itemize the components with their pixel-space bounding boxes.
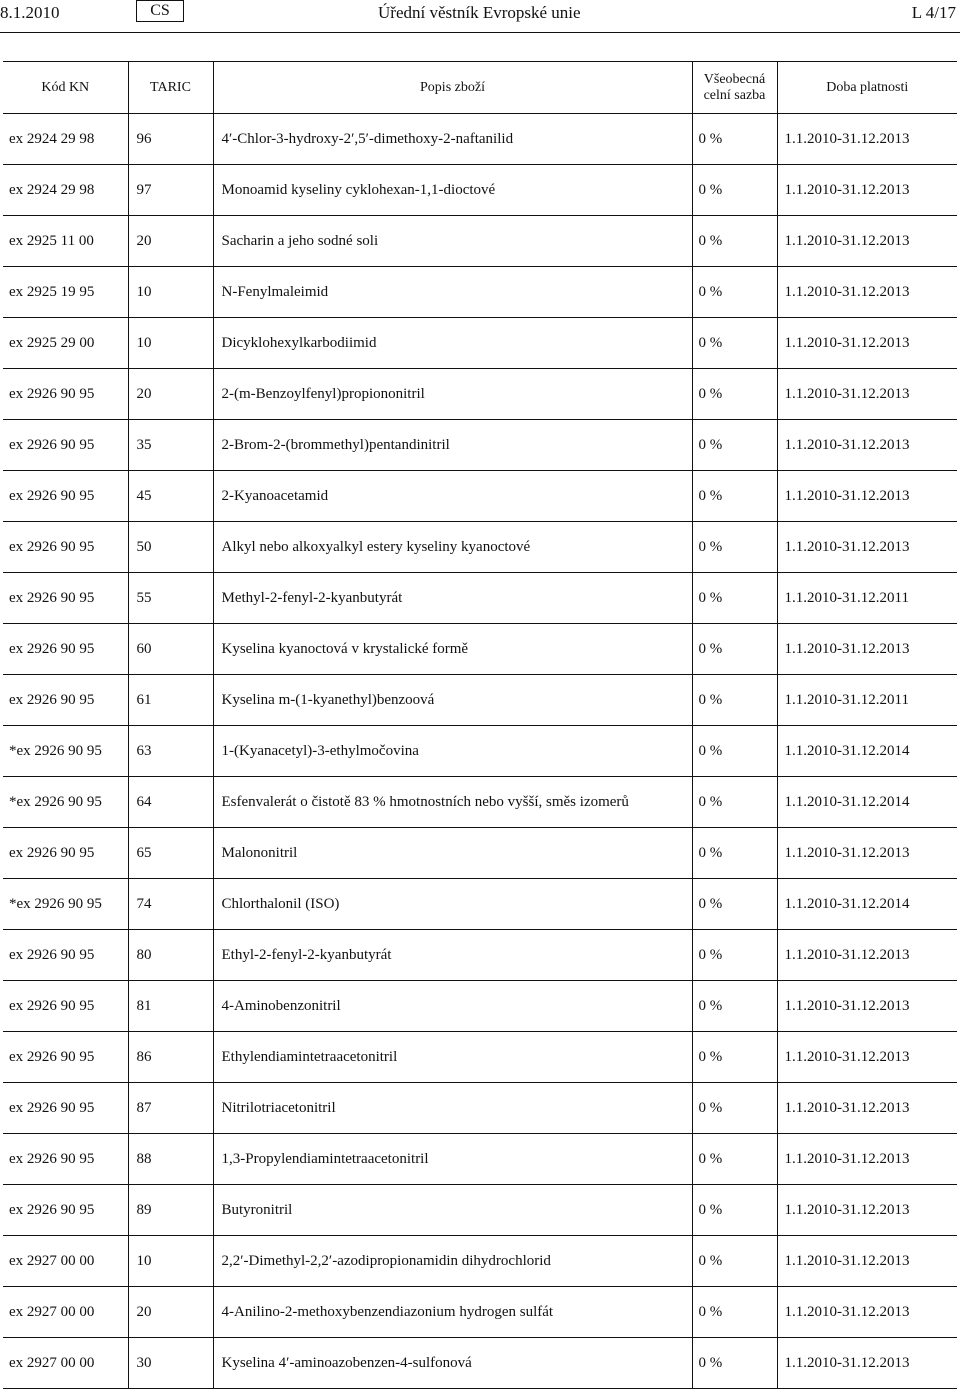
cell-description: Esfenvalerát o čistotě 83 % hmotnostních nebo vyšší, směs izomerů	[213, 777, 692, 828]
column-header-rate	[692, 62, 777, 114]
cell-taric: 64	[128, 777, 213, 828]
cell-taric: 63	[128, 726, 213, 777]
cell-kn-code: ex 2926 90 95	[3, 471, 128, 522]
cell-description: Malononitril	[213, 828, 692, 879]
table-row	[3, 267, 957, 318]
cell-taric: 88	[128, 1134, 213, 1185]
cell-rate: 0 %	[692, 573, 777, 624]
cell-rate: 0 %	[692, 1236, 777, 1287]
cell-rate: 0 %	[692, 726, 777, 777]
cell-validity: 1.1.2010-31.12.2013	[777, 267, 957, 318]
cell-kn-code: ex 2924 29 98	[3, 165, 128, 216]
cell-taric: 10	[128, 318, 213, 369]
table-row	[3, 1236, 957, 1287]
cell-kn-code: ex 2926 90 95	[3, 1083, 128, 1134]
cell-rate: 0 %	[692, 1287, 777, 1338]
cell-rate: 0 %	[692, 1083, 777, 1134]
cell-taric: 20	[128, 1287, 213, 1338]
cell-kn-code: ex 2927 00 00	[3, 1338, 128, 1389]
cell-validity: 1.1.2010-31.12.2013	[777, 1338, 957, 1389]
cell-description: 2-Kyanoacetamid	[213, 471, 692, 522]
table-row	[3, 675, 957, 726]
publication-date: 8.1.2010	[0, 3, 60, 22]
cell-kn-code: ex 2925 19 95	[3, 267, 128, 318]
cell-kn-code: ex 2926 90 95	[3, 828, 128, 879]
cell-validity: 1.1.2010-31.12.2013	[777, 522, 957, 573]
cell-validity: 1.1.2010-31.12.2013	[777, 930, 957, 981]
journal-title: Úřední věstník Evropské unie	[378, 3, 581, 22]
table-header-row	[3, 62, 957, 114]
table-row	[3, 216, 957, 267]
cell-kn-code: ex 2926 90 95	[3, 624, 128, 675]
tariff-table	[3, 61, 957, 1389]
cell-taric: 10	[128, 1236, 213, 1287]
cell-kn-code: ex 2926 90 95	[3, 369, 128, 420]
cell-taric: 61	[128, 675, 213, 726]
cell-taric: 86	[128, 1032, 213, 1083]
cell-kn-code: ex 2926 90 95	[3, 522, 128, 573]
table-row	[3, 573, 957, 624]
table-row	[3, 1185, 957, 1236]
cell-rate: 0 %	[692, 777, 777, 828]
table-row	[3, 522, 957, 573]
cell-kn-code: ex 2926 90 95	[3, 930, 128, 981]
cell-validity: 1.1.2010-31.12.2013	[777, 981, 957, 1032]
cell-description: Kyselina kyanoctová v krystalické formě	[213, 624, 692, 675]
cell-validity: 1.1.2010-31.12.2014	[777, 726, 957, 777]
cell-rate: 0 %	[692, 1032, 777, 1083]
table-row	[3, 1083, 957, 1134]
cell-validity: 1.1.2010-31.12.2013	[777, 420, 957, 471]
table-body	[3, 114, 957, 1389]
cell-validity: 1.1.2010-31.12.2013	[777, 471, 957, 522]
cell-description: Monoamid kyseliny cyklohexan-1,1-dioctové	[213, 165, 692, 216]
table-row	[3, 1032, 957, 1083]
cell-validity: 1.1.2010-31.12.2014	[777, 777, 957, 828]
cell-rate: 0 %	[692, 114, 777, 165]
cell-description: 4-Aminobenzonitril	[213, 981, 692, 1032]
table-row	[3, 1134, 957, 1185]
cell-validity: 1.1.2010-31.12.2013	[777, 1287, 957, 1338]
cell-description: Methyl-2-fenyl-2-kyanbutyrát	[213, 573, 692, 624]
table-row	[3, 828, 957, 879]
cell-kn-code: ex 2926 90 95	[3, 420, 128, 471]
cell-kn-code: *ex 2926 90 95	[3, 777, 128, 828]
cell-description: Dicyklohexylkarbodiimid	[213, 318, 692, 369]
cell-validity: 1.1.2010-31.12.2013	[777, 318, 957, 369]
cell-validity: 1.1.2010-31.12.2014	[777, 879, 957, 930]
cell-validity: 1.1.2010-31.12.2013	[777, 1134, 957, 1185]
cell-validity: 1.1.2010-31.12.2011	[777, 573, 957, 624]
cell-description: Nitrilotriacetonitril	[213, 1083, 692, 1134]
cell-description: 2-Brom-2-(brommethyl)pentandinitril	[213, 420, 692, 471]
table-row	[3, 165, 957, 216]
page-number: L 4/17	[911, 3, 956, 22]
cell-rate: 0 %	[692, 318, 777, 369]
table-row	[3, 726, 957, 777]
column-header-validity: Doba platnosti	[777, 62, 957, 114]
cell-rate: 0 %	[692, 930, 777, 981]
cell-kn-code: ex 2927 00 00	[3, 1236, 128, 1287]
cell-rate: 0 %	[692, 1185, 777, 1236]
cell-rate: 0 %	[692, 369, 777, 420]
cell-kn-code: ex 2926 90 95	[3, 1032, 128, 1083]
cell-rate: 0 %	[692, 1338, 777, 1389]
cell-rate: 0 %	[692, 471, 777, 522]
table-row	[3, 1338, 957, 1389]
cell-taric: 60	[128, 624, 213, 675]
table-row	[3, 114, 957, 165]
cell-description: 2-(m-Benzoylfenyl)propiononitril	[213, 369, 692, 420]
cell-taric: 81	[128, 981, 213, 1032]
table-row	[3, 624, 957, 675]
table-row	[3, 879, 957, 930]
cell-rate: 0 %	[692, 522, 777, 573]
cell-description: Kyselina m-(1-kyanethyl)benzoová	[213, 675, 692, 726]
cell-taric: 20	[128, 369, 213, 420]
column-header-taric: TARIC	[128, 62, 213, 114]
cell-description: Chlorthalonil (ISO)	[213, 879, 692, 930]
cell-taric: 97	[128, 165, 213, 216]
cell-rate: 0 %	[692, 828, 777, 879]
column-header-rate-label: Všeobecná celní sazba	[703, 71, 766, 103]
cell-taric: 30	[128, 1338, 213, 1389]
cell-description: 4′-Chlor-3-hydroxy-2′,5′-dimethoxy-2-naftanilid	[213, 114, 692, 165]
cell-taric: 96	[128, 114, 213, 165]
table-row	[3, 471, 957, 522]
cell-description: Sacharin a jeho sodné soli	[213, 216, 692, 267]
cell-kn-code: ex 2926 90 95	[3, 675, 128, 726]
cell-rate: 0 %	[692, 981, 777, 1032]
cell-description: N-Fenylmaleimid	[213, 267, 692, 318]
cell-kn-code: ex 2926 90 95	[3, 1134, 128, 1185]
cell-validity: 1.1.2010-31.12.2013	[777, 165, 957, 216]
language-badge: CS	[136, 0, 184, 22]
cell-validity: 1.1.2010-31.12.2011	[777, 675, 957, 726]
cell-taric: 89	[128, 1185, 213, 1236]
cell-taric: 74	[128, 879, 213, 930]
table-row	[3, 981, 957, 1032]
cell-taric: 80	[128, 930, 213, 981]
column-header-description: Popis zboží	[213, 62, 692, 114]
cell-kn-code: ex 2926 90 95	[3, 981, 128, 1032]
table-row	[3, 318, 957, 369]
cell-validity: 1.1.2010-31.12.2013	[777, 624, 957, 675]
cell-taric: 50	[128, 522, 213, 573]
cell-kn-code: *ex 2926 90 95	[3, 879, 128, 930]
cell-rate: 0 %	[692, 624, 777, 675]
cell-taric: 65	[128, 828, 213, 879]
cell-validity: 1.1.2010-31.12.2013	[777, 1236, 957, 1287]
cell-taric: 45	[128, 471, 213, 522]
cell-description: 2,2′-Dimethyl-2,2′-azodipropionamidin dihydrochlorid	[213, 1236, 692, 1287]
cell-rate: 0 %	[692, 216, 777, 267]
table-row	[3, 369, 957, 420]
cell-validity: 1.1.2010-31.12.2013	[777, 828, 957, 879]
cell-description: Alkyl nebo alkoxyalkyl estery kyseliny kyanoctové	[213, 522, 692, 573]
cell-validity: 1.1.2010-31.12.2013	[777, 114, 957, 165]
cell-kn-code: ex 2926 90 95	[3, 1185, 128, 1236]
cell-rate: 0 %	[692, 1134, 777, 1185]
column-header-kn: Kód KN	[3, 62, 128, 114]
cell-kn-code: ex 2925 29 00	[3, 318, 128, 369]
table-row	[3, 420, 957, 471]
cell-taric: 35	[128, 420, 213, 471]
table-row	[3, 777, 957, 828]
cell-validity: 1.1.2010-31.12.2013	[777, 216, 957, 267]
cell-rate: 0 %	[692, 267, 777, 318]
cell-kn-code: ex 2927 00 00	[3, 1287, 128, 1338]
cell-taric: 55	[128, 573, 213, 624]
cell-description: Butyronitril	[213, 1185, 692, 1236]
page-header	[0, 0, 960, 30]
cell-taric: 10	[128, 267, 213, 318]
cell-kn-code: ex 2926 90 95	[3, 573, 128, 624]
cell-description: 1,3-Propylendiamintetraacetonitril	[213, 1134, 692, 1185]
cell-kn-code: ex 2925 11 00	[3, 216, 128, 267]
cell-rate: 0 %	[692, 420, 777, 471]
cell-rate: 0 %	[692, 879, 777, 930]
table-row	[3, 930, 957, 981]
cell-validity: 1.1.2010-31.12.2013	[777, 1083, 957, 1134]
cell-description: Ethyl-2-fenyl-2-kyanbutyrát	[213, 930, 692, 981]
cell-validity: 1.1.2010-31.12.2013	[777, 369, 957, 420]
cell-description: 4-Anilino-2-methoxybenzendiazonium hydrogen sulfát	[213, 1287, 692, 1338]
cell-rate: 0 %	[692, 165, 777, 216]
cell-kn-code: ex 2924 29 98	[3, 114, 128, 165]
cell-rate: 0 %	[692, 675, 777, 726]
table-row	[3, 1287, 957, 1338]
cell-taric: 20	[128, 216, 213, 267]
header-rule	[0, 32, 960, 33]
cell-validity: 1.1.2010-31.12.2013	[777, 1185, 957, 1236]
cell-kn-code: *ex 2926 90 95	[3, 726, 128, 777]
cell-taric: 87	[128, 1083, 213, 1134]
cell-description: Ethylendiamintetraacetonitril	[213, 1032, 692, 1083]
cell-description: 1-(Kyanacetyl)-3-ethylmočovina	[213, 726, 692, 777]
cell-description: Kyselina 4′-aminoazobenzen-4-sulfonová	[213, 1338, 692, 1389]
cell-validity: 1.1.2010-31.12.2013	[777, 1032, 957, 1083]
